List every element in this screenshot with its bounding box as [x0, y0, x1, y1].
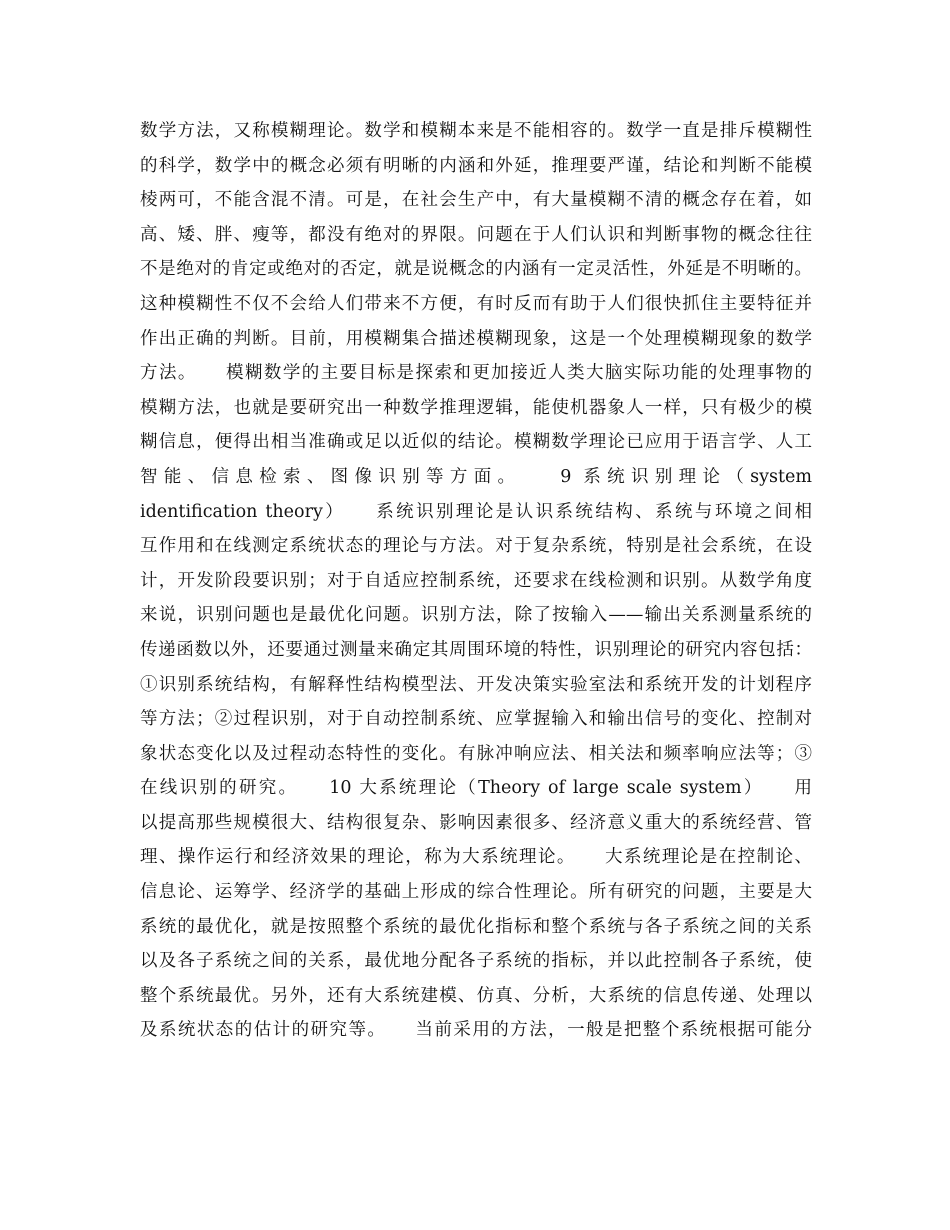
text-line: 计，开发阶段要识别；对于自适应控制系统，还要求在线检测和识别。从数学角度 [140, 570, 812, 591]
text-line: 糊信息，便得出相当准确或足以近似的结论。模糊数学理论已应用于语言学、人工 [140, 432, 812, 453]
text-line: 整个系统最优。另外，还有大系统建模、仿真、分析，大系统的信息传递、处理以 [140, 985, 812, 1006]
text-line: 系统的最优化，就是按照整个系统的最优化指标和整个系统与各子系统之间的关系 [140, 916, 812, 937]
text-line: 以提高那些规模很大、结构很复杂、影响因素很多、经济意义重大的系统经营、管 [140, 812, 812, 833]
text-line: 及系统状态的估计的研究等。 当前采用的方法，一般是把整个系统根据可能分 [140, 1020, 812, 1041]
text-line: 数学方法，又称模糊理论。数学和模糊本来是不能相容的。数学一直是排斥模糊性 [140, 121, 812, 141]
text-line: 理、操作运行和经济效果的理论，称为大系统理论。 大系统理论是在控制论、 [140, 847, 812, 868]
text-line: 这种模糊性不仅不会给人们带来不方便，有时反而有助于人们很快抓住主要特征并 [140, 293, 812, 314]
text-line: 不是绝对的肯定或绝对的否定，就是说概念的内涵有一定灵活性，外延是不明晰的。 [140, 259, 812, 280]
text-line: 方法。 模糊数学的主要目标是探索和更加接近人类大脑实际功能的处理事物的 [140, 363, 812, 384]
text-line: 来说，识别问题也是最优化问题。识别方法，除了按输入——输出关系测量系统的 [140, 605, 812, 626]
text-line: 传递函数以外，还要通过测量来确定其周围环境的特性，识别理论的研究内容包括： [140, 639, 812, 660]
text-line: 信息论、运筹学、经济学的基础上形成的综合性理论。所有研究的问题，主要是大 [140, 882, 812, 903]
text-line: identification theory） 系统识别理论是认识系统结构、系统与环境之间相 [140, 501, 812, 522]
text-line: 作出正确的判断。目前，用模糊集合描述模糊现象，这是一个处理模糊现象的数学 [140, 328, 812, 349]
text-line: 以及各子系统之间的关系，最优地分配各子系统的指标，并以此控制各子系统，使 [140, 951, 812, 972]
text-line: 互作用和在线测定系统状态的理论与方法。对于复杂系统，特别是社会系统，在设 [140, 536, 812, 557]
text-line: ①识别系统结构，有解释性结构模型法、开发决策实验室法和系统开发的计划程序 [140, 674, 812, 695]
text-line: 智能、信息检索、图像识别等方面。 9 系统识别理论（system [140, 466, 812, 487]
text-line: 的科学，数学中的概念必须有明晰的内涵和外延，推理要严谨，结论和判断不能模 [140, 155, 812, 176]
text-line: 在线识别的研究。 10 大系统理论（Theory of large scale system） 用 [140, 778, 812, 799]
text-line: 等方法；②过程识别，对于自动控制系统、应掌握输入和输出信号的变化、控制对 [140, 709, 812, 730]
text-line: 象状态变化以及过程动态特性的变化。有脉冲响应法、相关法和频率响应法等；③ [140, 743, 812, 764]
text-line: 棱两可，不能含混不清。可是，在社会生产中，有大量模糊不清的概念存在着，如 [140, 190, 812, 211]
body-text [140, 114, 812, 1048]
text-line: 高、矮、胖、瘦等，都没有绝对的界限。问题在于人们认识和判断事物的概念往往 [140, 224, 812, 245]
text-line: 模糊方法，也就是要研究出一种数学推理逻辑，能使机器象人一样，只有极少的模 [140, 397, 812, 418]
